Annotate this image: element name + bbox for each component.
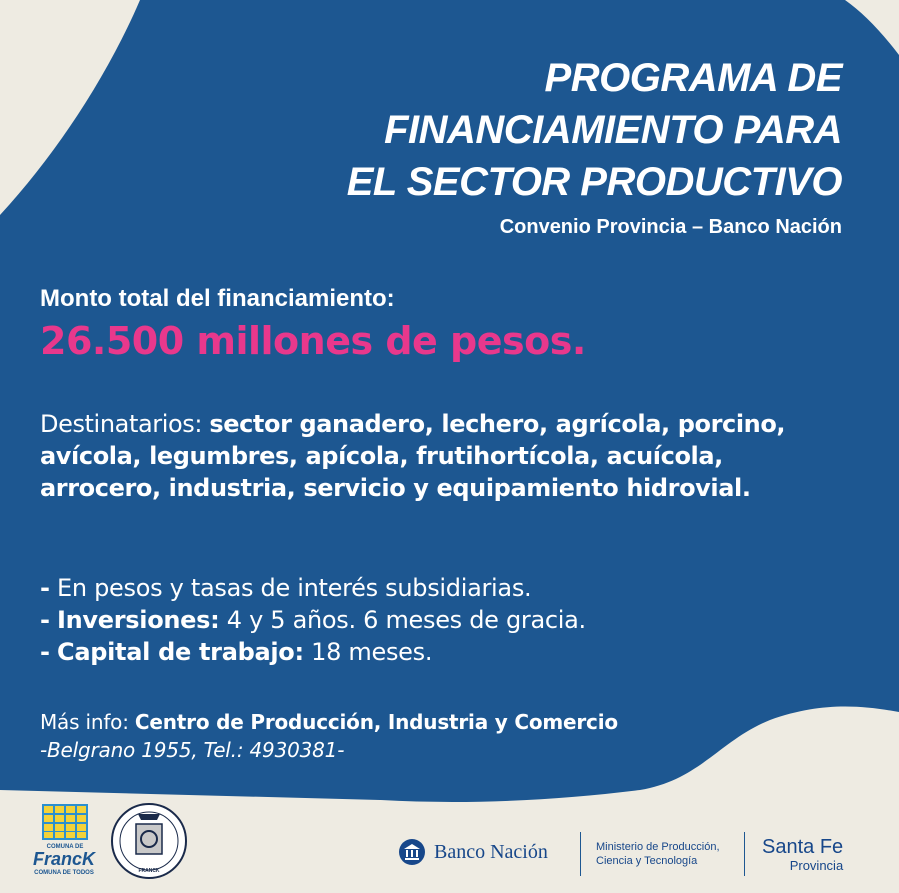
condition-item [40, 572, 586, 604]
condition-item [40, 636, 586, 668]
banco-nacion-logo [398, 838, 548, 866]
title-line-1: PROGRAMA DE [544, 56, 842, 100]
amount-value: 26.500 millones de pesos. [40, 319, 586, 363]
amount-label: Monto total del financiamiento: [40, 285, 395, 312]
title-block [347, 52, 842, 240]
conditions-list [40, 572, 586, 668]
franck-seal [110, 802, 188, 880]
banco-nacion-label: Banco Nación [434, 840, 548, 863]
franck-tile-grid [42, 804, 88, 840]
condition-item [40, 604, 586, 636]
recipients-label: Destinatarios: [40, 410, 203, 438]
condition-dash: - [40, 606, 50, 634]
santa-fe-label: Santa Fe [762, 836, 844, 858]
condition-dash: - [40, 574, 50, 602]
ministerio-line2: Ciencia y Tecnología [596, 855, 698, 867]
info-org: Centro de Producción, Industria y Comercio [134, 710, 618, 734]
logo-divider [744, 832, 745, 876]
franck-logo [22, 802, 106, 880]
recipients-list: sector ganadero, lechero, agrícola, porcino, avícola, legumbres, apícola, frutihortícola, acuícola, arrocero, industria, servicio y equipamiento hidrovial. [40, 410, 786, 502]
recipients-paragraph [40, 408, 840, 504]
franck-name: FrancK [32, 849, 96, 869]
condition-text: 18 meses. [311, 638, 433, 666]
santa-fe-logo [762, 836, 843, 874]
info-block [40, 708, 618, 764]
condition-text: 4 y 5 años. 6 meses de gracia. [226, 606, 586, 634]
info-address: -Belgrano 1955, Tel.: 4930381- [40, 738, 345, 762]
info-label: Más info: [40, 710, 129, 734]
ministerio-logo [596, 840, 720, 868]
condition-label: Inversiones: [57, 606, 220, 634]
franck-line1: COMUNA DE [46, 844, 84, 850]
seal-text: FRANCK [138, 868, 160, 874]
ministerio-line1: Ministerio de Producción, [596, 841, 720, 853]
condition-dash: - [40, 638, 50, 666]
condition-text: En pesos y tasas de interés subsidiarias. [57, 574, 532, 602]
franck-line2: COMUNA DE TODOS [34, 870, 94, 876]
condition-label: Capital de trabajo: [57, 638, 304, 666]
title-line-3: EL SECTOR PRODUCTIVO [346, 160, 842, 204]
banco-nacion-icon [398, 838, 426, 866]
subtitle: Convenio Provincia – Banco Nación [499, 216, 842, 238]
title-line-2: FINANCIAMIENTO PARA [384, 108, 842, 152]
provincia-label: Provincia [789, 858, 844, 873]
logo-divider [580, 832, 581, 876]
info-line [40, 708, 618, 736]
